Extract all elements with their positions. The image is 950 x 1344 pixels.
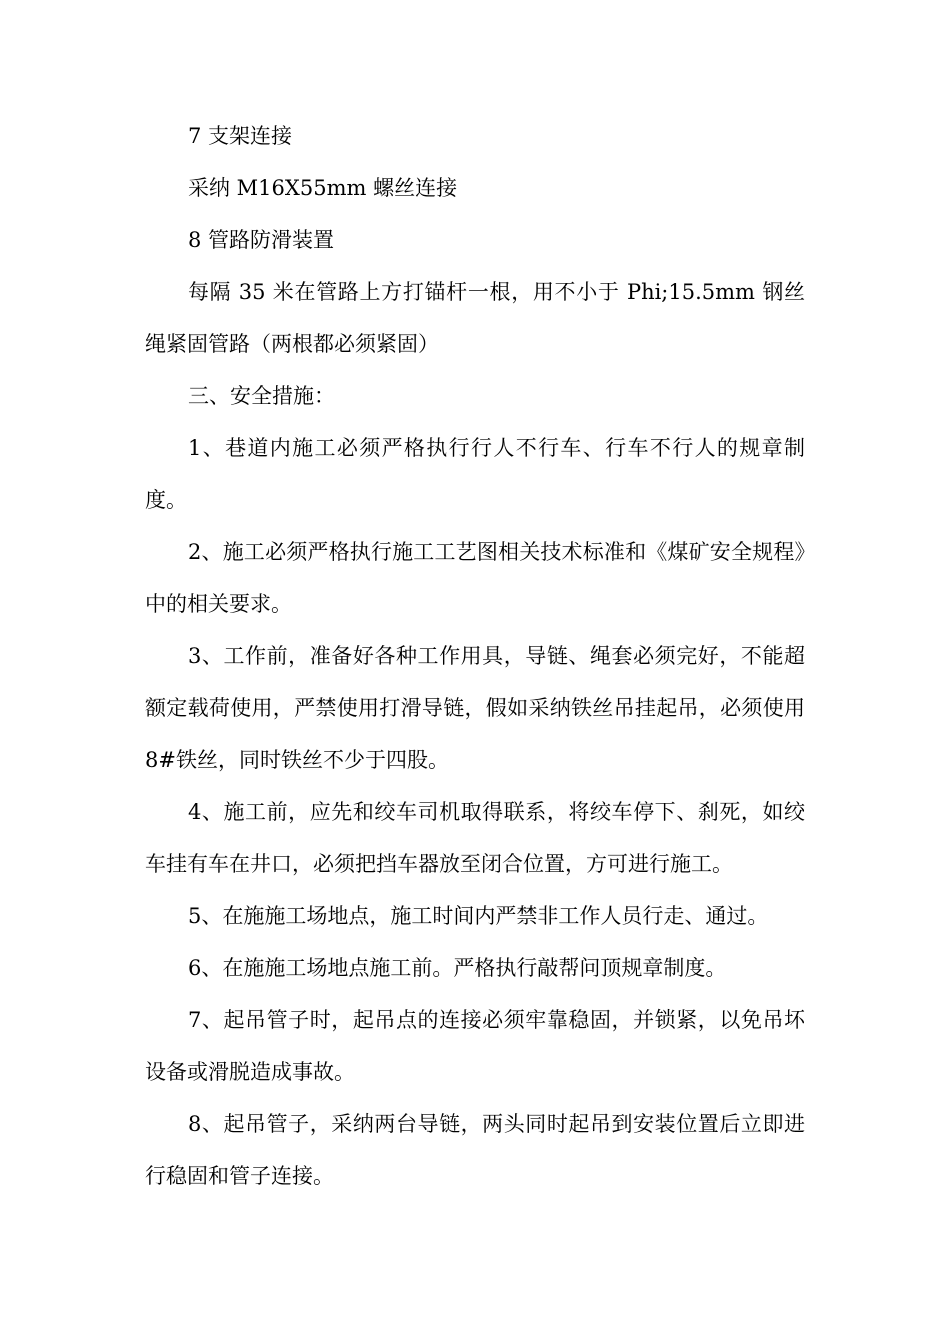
safety-item-6: 6、在施施工场地点施工前。严格执行敲帮问顶规章制度。: [188, 956, 727, 980]
paragraph-anchor-rope: 每隔 35 米在管路上方打锚杆一根，用不小于 Phi;15.5mm 钢丝绳紧固管路（两根都必须紧固）: [145, 280, 805, 356]
safety-item-4: 4、施工前，应先和绞车司机取得联系，将绞车停下、刹死，如绞车挂有车在井口，必须把挡车器放至闭合位置，方可进行施工。: [145, 800, 805, 876]
safety-item-3: 3、工作前，准备好各种工作用具，导链、绳套必须完好，不能超额定载荷使用，严禁使用打滑导链，假如采纳铁丝吊挂起吊，必须使用 8#铁丝，同时铁丝不少于四股。: [145, 644, 805, 772]
safety-item-5: 5、在施施工场地点，施工时间内严禁非工作人员行走、通过。: [188, 904, 769, 928]
safety-item-7: 7、起吊管子时，起吊点的连接必须牢靠稳固，并锁紧，以免吊坏设备或滑脱造成事故。: [145, 1008, 805, 1084]
document-body: [145, 110, 805, 1202]
paragraph-anti-slip-heading: 8 管路防滑装置: [188, 228, 335, 252]
section-heading-safety-measures: 三、安全措施：: [188, 384, 335, 408]
paragraph-bracket-connection-heading: 7 支架连接: [188, 124, 293, 148]
paragraph-bolt-connection: 采纳 M16X55mm 螺丝连接: [188, 176, 458, 200]
safety-item-2: 2、施工必须严格执行施工工艺图相关技术标准和《煤矿安全规程》中的相关要求。: [145, 540, 805, 616]
safety-item-1: 1、巷道内施工必须严格执行行人不行车、行车不行人的规章制度。: [145, 436, 805, 512]
safety-item-8: 8、起吊管子，采纳两台导链，两头同时起吊到安装位置后立即进行稳固和管子连接。: [145, 1112, 805, 1188]
